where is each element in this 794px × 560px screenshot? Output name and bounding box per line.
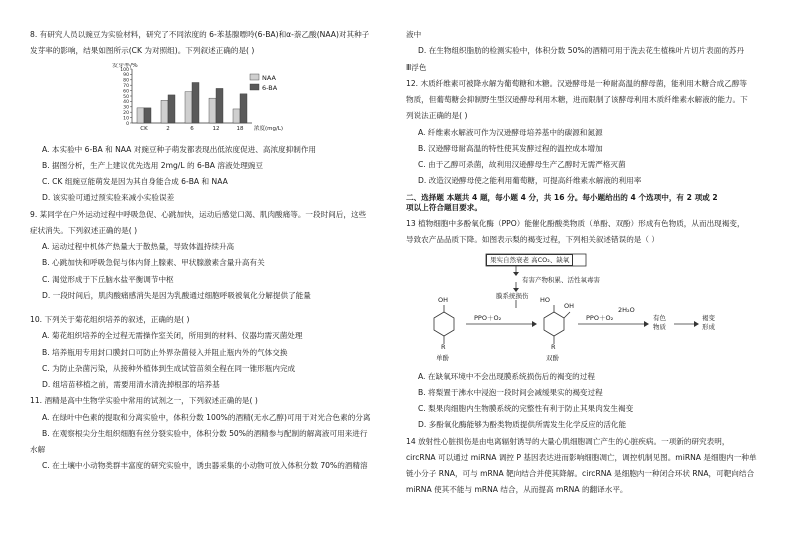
section-2-line1: 二、选择题 本题共 4 题，每小题 4 分，共 16 分。每小题给出的 4 个选项中，有 2 项或 2 <box>406 192 718 202</box>
chart-bar-6-ba-6 <box>192 82 199 123</box>
chart-bar-6-ba-12 <box>216 88 223 123</box>
q8-stem-line2: 发芽率的影响，结果如图所示(CK 为对照组)。下列叙述正确的是( ) <box>30 46 255 56</box>
browning-process-diagram <box>406 252 768 366</box>
chart-y-tick-label: 30 <box>123 105 129 111</box>
diagram-cause-box: 果实自然衰老 高CO₂、缺氧 <box>486 254 573 267</box>
chart-y-tick-label: 0 <box>126 121 129 127</box>
diagram-membrane-damage-label: 膜系统损伤 <box>496 291 529 300</box>
chart-svg <box>112 63 312 139</box>
q14-line2: circRNA 可以通过 miRNA 调控 P 基因表达进而影响细胞凋亡，调控机制见图。miRNA 是细胞内一种单 <box>406 452 757 462</box>
q13-stem-line2: 导致农产品品质下降。如图表示梨的褐变过程，下列相关叙述错误的是（ ） <box>406 235 660 245</box>
q13-option-d: D. 多酚氧化酶能够为酚类物质提供所需发生化学反应的活化能 <box>418 420 627 430</box>
legend-swatch-naa <box>250 74 259 80</box>
chart-y-tick-label: 100 <box>120 67 129 73</box>
question-13 <box>406 219 768 431</box>
q11-option-c: C. 在土壤中小动物类群丰富度的研究实验中，诱虫器采集的小动物可放入体积分数 70%的酒精溶 <box>42 461 368 471</box>
section-2-line2: 项以上符合题目要求。 <box>406 202 482 212</box>
q14-line3: 链小分子 RNA，可与 mRNA 靶向结合并使其降解。circRNA 是细胞内一种闭合环状 RNA，可靶向结合 <box>406 469 755 478</box>
q8-option-b: B. 据图分析，生产上建议优先选用 2mg/L 的 6-BA 溶液处理豌豆 <box>42 160 263 170</box>
diagram-ppo-label-1: PPO＋O₂ <box>474 313 502 322</box>
q14-line1: 14 放射性心脏损伤是由电离辐射诱导的大量心肌细胞凋亡产生的心脏疾病。一项新的研究表明， <box>406 436 730 446</box>
legend-swatch-6-ba <box>250 84 259 90</box>
q11-option-a: A. 在绿叶中色素的提取和分离实验中，体积分数 100%的酒精(无水乙醇)可用于对光合色素的分离 <box>42 412 371 422</box>
chart-x-tick-label: 12 <box>212 125 220 132</box>
q13-stem-line1: 13 植物细胞中多酚氧化酶（PPO）能催化酚酸类物质（单酚、双酚）形成有色物质，从而出现褐变， <box>406 219 745 228</box>
chart-y-tick-label: 90 <box>123 72 129 78</box>
question-11 <box>30 396 392 471</box>
diagram-substance-label: 物质 <box>653 322 666 331</box>
q12-option-c: C. 由于乙醇可杀菌，故利用汉逊酵母生产乙醇时无需严格灭菌 <box>418 160 626 169</box>
q10-option-a: A. 菊花组织培养的全过程无需操作室关闭，所用到的材料、仪器均需灭菌处理 <box>42 331 303 341</box>
q11-option-b: B. 在观察根尖分生组织细胞有丝分裂实验中，体积分数 50%的酒精参与配制的解离液可用来进行 <box>42 428 368 438</box>
chart-y-tick-label: 70 <box>123 83 129 89</box>
q9-stem-line1: 9. 某同学在户外运动过程中呼吸急促、心跳加快，运动后感觉口渴、肌肉酸痛等。一段时间后，这些 <box>30 209 367 219</box>
chart-x-axis-label: 浓度(mg/L) <box>254 125 284 132</box>
diagram-browning-label-1: 褐变 <box>702 313 715 322</box>
chart-y-tick-label: 80 <box>123 78 129 84</box>
chart-bar-naa-18 <box>233 108 240 122</box>
diagram-oh-label-2: OH <box>564 301 575 310</box>
chart-bar-6-ba-18 <box>240 93 247 122</box>
q11-option-b-cont: 水解 <box>30 445 46 454</box>
diagram-oh-label-1: OH <box>438 295 449 304</box>
q9-option-b: B. 心跳加快和呼吸急促与体内肾上腺素、甲状腺激素含量升高有关 <box>42 258 265 268</box>
q12-stem-line1: 12. 木质纤维素可被降水解为葡萄糖和木糖。汉逊酵母是一种耐高温的酵母菌，能利用木糖合成乙醇等 <box>406 78 748 88</box>
chart-bar-naa-CK <box>137 107 144 122</box>
chart-x-tick-label: 6 <box>190 125 194 132</box>
question-14 <box>406 437 768 496</box>
question-10 <box>30 315 392 390</box>
q12-option-d: D. 改造汉逊酵母使之能利用葡萄糖，可提高纤维素水解液的利用率 <box>418 176 642 186</box>
q12-stem-line3: 列说法正确的是( ) <box>406 111 468 121</box>
q10-option-d: D. 组培苗移植之前，需要用清水清洗掉根部的培养基 <box>42 380 220 389</box>
q11-c-cont: 液中 <box>406 30 422 39</box>
chart-x-tick-label: CK <box>140 125 148 132</box>
chart-y-axis-label: 发芽率/% <box>112 62 138 69</box>
diagram-lines <box>406 252 768 366</box>
diagram-harmful-label: 有害产物积累、活性氧毒害 <box>522 275 600 284</box>
q10-option-c: C. 为防止杂菌污染，从接种外植体到生成试管苗须全程在同一锥形瓶内完成 <box>42 363 296 373</box>
q10-stem: 10. 下列关于菊花组织培养的叙述，正确的是( ) <box>30 315 190 324</box>
chart-y-tick-label: 20 <box>123 110 129 116</box>
diagram-colored-label: 有色 <box>653 313 666 322</box>
left-column <box>30 30 392 478</box>
q8-option-d: D. 该实验可通过预实验来减小实验误差 <box>42 193 175 203</box>
legend-6ba-label: 6-BA <box>262 83 278 92</box>
q11-stem: 11. 酒精是高中生物学实验中常用的试剂之一，下列叙述正确的是( ) <box>30 396 258 406</box>
germination-bar-chart <box>112 63 312 139</box>
chart-bar-naa-2 <box>161 100 168 123</box>
q8-option-a: A. 本实验中 6-BA 和 NAA 对豌豆种子萌发都表现出低浓度促进、高浓度抑制作用 <box>42 144 317 154</box>
diagram-ho-label: HO <box>540 295 551 304</box>
chart-y-tick-label: 60 <box>123 88 129 94</box>
question-9 <box>30 210 392 302</box>
q9-option-d: D. 一段时间后，肌肉酸痛感消失是因为乳酸通过细胞呼吸被氧化分解提供了能量 <box>42 290 311 300</box>
diagram-monophenol-label: 单酚 <box>436 353 449 362</box>
q14-line4: miRNA 使其不能与 mRNA 结合，从而提高 mRNA 的翻译水平。 <box>406 485 628 495</box>
chart-y-tick-label: 10 <box>123 115 129 121</box>
diagram-ppo-label-2: PPO＋O₂ <box>586 313 614 322</box>
diagram-diphenol-label: 双酚 <box>546 353 559 362</box>
chart-bar-6-ba-2 <box>168 94 175 122</box>
q12-stem-line2: 物质，但葡萄糖会抑制野生型汉逊酵母利用木糖，进而限制了该酵母利用木质纤维素水解液的能力。下 <box>406 95 748 104</box>
chart-bar-naa-12 <box>209 98 216 123</box>
question-12 <box>406 79 768 187</box>
q11-option-d-cont: Ⅲ浮色 <box>406 62 427 72</box>
q10-option-b: B. 培养瓶用专用封口膜封口可防止外界杂菌侵入并阻止瓶内外的气体交换 <box>42 347 288 357</box>
diagram-r-label-2: R <box>551 342 556 351</box>
q8-stem-line1: 8. 有研究人员以豌豆为实验材料，研究了不同浓度的 6-苯基腺嘌呤(6-BA)和α-萘乙酸(NAA)对其种子 <box>30 30 370 39</box>
q12-option-b: B. 汉逊酵母耐高温的特性使其发酵过程的温控成本增加 <box>418 143 603 153</box>
diagram-water-label: 2H₂O <box>618 305 635 314</box>
legend-naa-label: NAA <box>262 73 276 82</box>
q13-option-b: B. 将梨置于沸水中浸泡一段时间会减缓果实的褐变过程 <box>418 387 603 397</box>
q13-option-c: C. 梨果肉细胞内生物膜系统的完整性有利于防止其果肉发生褐变 <box>418 404 634 413</box>
diagram-r-label-1: R <box>441 342 446 351</box>
q9-option-a: A. 运动过程中机体产热量大于散热量，导致体温持续升高 <box>42 242 235 251</box>
question-8 <box>30 30 392 204</box>
q9-stem-line2: 症状消失。下列叙述正确的是( ) <box>30 225 138 235</box>
q9-option-c: C. 渴觉形成于下丘脑水盐平衡调节中枢 <box>42 274 174 284</box>
q11-option-d: D. 在生物组织脂肪的检测实验中，体积分数 50%的酒精可用于洗去花生植株叶片切片表面的苏丹 <box>418 46 745 56</box>
chart-bar-6-ba-CK <box>144 107 151 122</box>
q12-option-a: A. 纤维素水解液可作为汉逊酵母培养基中的碳源和氮源 <box>418 127 603 137</box>
chart-y-tick-label: 40 <box>123 99 129 105</box>
section-2-heading <box>406 193 768 214</box>
chart-x-tick-label: 2 <box>166 125 170 132</box>
chart-x-tick-label: 18 <box>236 125 244 132</box>
q8-option-c: C. CK 组豌豆能萌发是因为其自身能合成 6-BA 和 NAA <box>42 177 228 186</box>
chart-y-tick-label: 50 <box>123 94 129 100</box>
right-column <box>406 30 768 502</box>
chart-bar-naa-6 <box>185 91 192 122</box>
diagram-browning-label-2: 形成 <box>702 322 715 331</box>
q13-option-a: A. 在缺氧环境中不会出现膜系统损伤后的褐变的过程 <box>418 371 595 381</box>
